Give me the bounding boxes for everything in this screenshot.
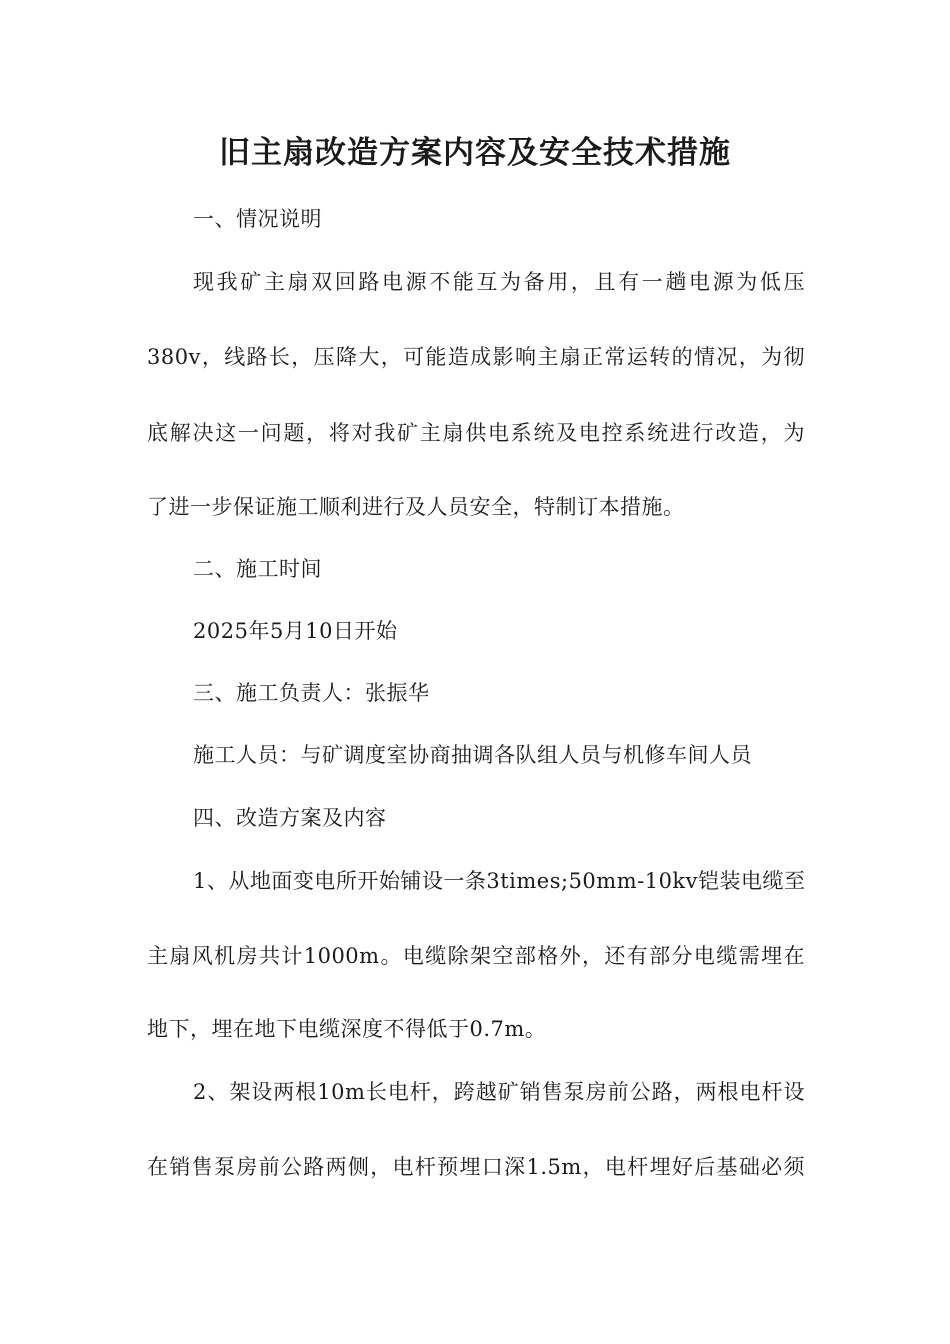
paragraph-line: 1、从地面变电所开始铺设一条3times;50mm-10kv铠装电缆至 — [193, 869, 806, 893]
section-heading-time: 二、施工时间 — [193, 557, 322, 581]
start-date: 2025年5月10日开始 — [193, 619, 398, 643]
paragraph-line: 底解决这一问题，将对我矿主扇供电系统及电控系统进行改造，为 — [147, 421, 805, 445]
section-heading-situation: 一、情况说明 — [193, 207, 322, 231]
paragraph-line: 现我矿主扇双回路电源不能互为备用，且有一趟电源为低压 — [193, 270, 805, 294]
paragraph-line: 主扇风机房共计1000m。电缆除架空部格外，还有部分电缆需埋在 — [147, 944, 805, 968]
paragraph-line: 在销售泵房前公路两侧，电杆预埋口深1.5m，电杆埋好后基础必须 — [147, 1155, 805, 1179]
section-heading-leader: 三、施工负责人：张振华 — [193, 681, 430, 705]
paragraph-line: 2、架设两根10m长电杆，跨越矿销售泵房前公路，两根电杆设 — [193, 1080, 805, 1104]
document-title: 旧主扇改造方案内容及安全技术措施 — [219, 135, 731, 171]
paragraph-line: 380v，线路长，压降大，可能造成影响主扇正常运转的情况，为彻 — [147, 345, 805, 369]
section-heading-plan: 四、改造方案及内容 — [193, 806, 387, 830]
paragraph-line: 地下，埋在地下电缆深度不得低于0.7m。 — [147, 1017, 547, 1041]
construction-personnel: 施工人员：与矿调度室协商抽调各队组人员与机修车间人员 — [193, 743, 752, 767]
paragraph-line: 了进一步保证施工顺利进行及人员安全，特制订本措施。 — [147, 495, 685, 519]
